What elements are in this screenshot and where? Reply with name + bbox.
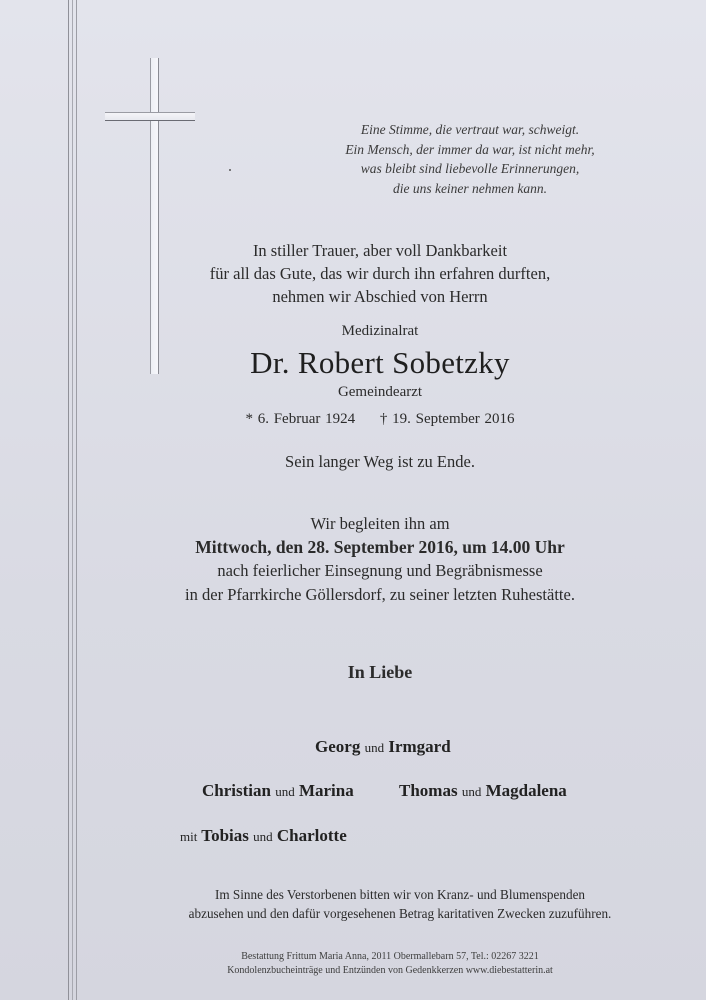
funeral-line: in der Pfarrkirche Göllersdorf, zu seiner letzten Ruhestätte. [185,584,575,604]
dot [229,169,231,171]
connector: und [275,784,295,799]
border-line [72,0,73,1000]
life-dates [130,411,630,428]
death-date: † 19. September 2016 [379,411,515,427]
connector: und [461,784,482,799]
family-member: Georg [315,737,361,756]
connector: und [253,829,273,844]
funeral-date: Mittwoch, den 28. September 2016, um 14.00 Uhr [195,536,565,557]
wish-line: abzusehen und den dafür vorgesehenen Betrag karitativen Zwecken zuzuführen. [188,906,612,921]
deceased-role: Gemeindearzt [337,384,423,400]
closing-text: Sein langer Weg ist zu Ende. [285,452,475,471]
with-word: mit [180,829,198,844]
family-couple [315,737,451,757]
family-member: Irmgard [388,737,451,756]
footer [130,950,650,978]
birth-date: * 6. Februar 1924 [245,411,356,427]
quote-line: Ein Mensch, der immer da war, ist nicht mehr, [345,141,595,157]
family-member: Tobias [201,826,249,845]
donation-request [100,885,700,923]
funeral-home-info: Bestattung Frittum Maria Anna, 2011 Obermallebarn 57, Tel.: 02267 3221 [241,951,539,962]
funeral-line: Wir begleiten ihn am [310,514,450,533]
border-line [76,0,77,1000]
family-member: Magdalena [485,781,567,800]
intro-text [130,239,630,308]
wish-line: Im Sinne des Verstorbenen bitten wir von Kranz- und Blumenspenden [214,887,586,902]
intro-line: für all das Gute, das wir durch ihn erfahren durften, [209,264,551,283]
family-member: Christian [202,781,271,800]
border-line [68,0,69,1000]
quote-line: die uns keiner nehmen kann. [392,180,548,196]
family-member: Charlotte [276,826,347,845]
funeral-info [130,512,630,606]
quote-line: Eine Stimme, die vertraut war, schweigt. [360,122,580,137]
deceased-title: Medizinalrat [341,323,419,339]
family-couple [399,781,567,801]
poem-quote [300,120,640,198]
connector: und [364,740,385,755]
funeral-line: nach feierlicher Einsegnung und Begräbnismesse [217,561,543,580]
deceased-name: Dr. Robert Sobetzky [250,345,510,380]
intro-line: In stiller Trauer, aber voll Dankbarkeit [252,241,508,260]
family-member: Marina [298,781,354,800]
family-grandchildren [180,826,347,846]
in-love-heading: In Liebe [347,662,413,682]
family-couple [202,781,354,801]
family-member: Thomas [399,781,458,800]
quote-line: was bleibt sind liebevolle Erinnerungen, [360,161,580,176]
intro-line: nehmen wir Abschied von Herrn [272,287,488,306]
condolence-info: Kondolenzbucheinträge und Entzünden von Gedenkkerzen www.diebestatterin.at [227,965,553,976]
